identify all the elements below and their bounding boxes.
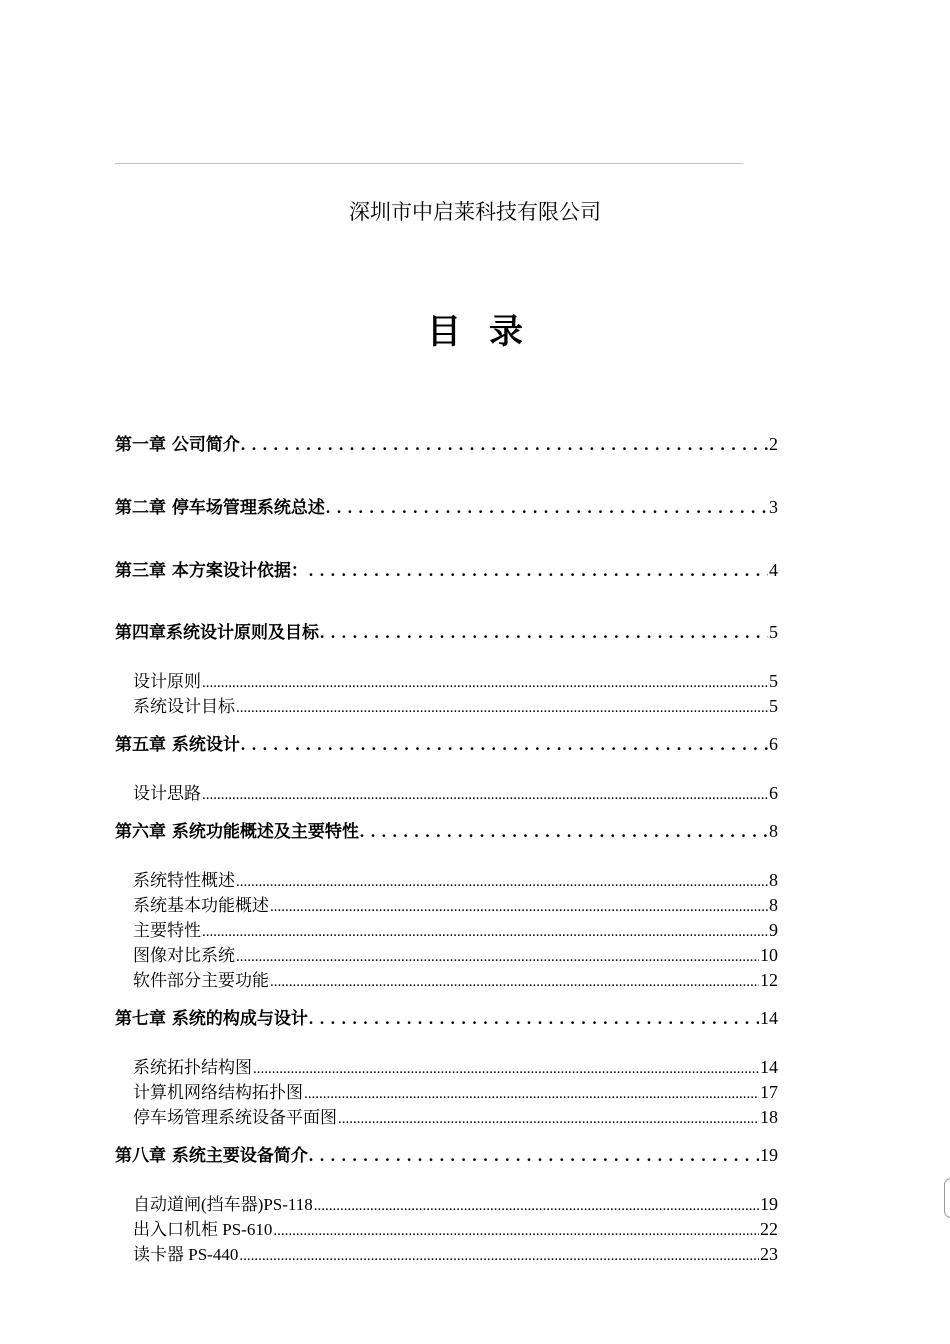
- toc-entry-chapter-3[interactable]: [115, 556, 778, 581]
- toc-entry-page: 4: [769, 560, 778, 580]
- toc-entry-chapter-2[interactable]: [115, 493, 778, 518]
- dot-leader: [236, 697, 768, 717]
- toc-entry-label: 第六章 系统功能概述及主要特性: [115, 822, 359, 842]
- dot-leader: [304, 1083, 759, 1103]
- toc-entry-label: 第五章 系统设计: [115, 735, 240, 755]
- toc-entry-page: 22: [760, 1219, 778, 1239]
- toc-entry-section[interactable]: [133, 1078, 778, 1103]
- toc-entry-section[interactable]: [133, 866, 778, 891]
- toc-entry-label: 设计原则: [133, 672, 201, 691]
- toc-entry-page: 23: [760, 1244, 778, 1264]
- toc-entry-page: 10: [760, 945, 778, 965]
- toc-entry-section[interactable]: [133, 692, 778, 717]
- dot-leader: [239, 1245, 759, 1265]
- toc-entry-section[interactable]: [133, 916, 778, 941]
- toc-entry-label: 主要特性: [133, 921, 201, 940]
- toc-entry-page: 2: [769, 434, 778, 454]
- dot-leader: [309, 561, 768, 581]
- toc-entry-label: 系统基本功能概述: [133, 896, 269, 915]
- toc-entry-page: 14: [760, 1008, 778, 1028]
- toc-entry-page: 5: [769, 696, 778, 716]
- toc-title: 目录: [427, 312, 551, 352]
- toc-entry-chapter-1[interactable]: [115, 430, 778, 455]
- toc-entry-page: 19: [760, 1145, 778, 1165]
- toc-entry-chapter-8[interactable]: [115, 1141, 778, 1166]
- toc-entry-label: 第四章系统设计原则及目标: [115, 623, 319, 643]
- toc-entry-chapter-5[interactable]: [115, 730, 778, 755]
- toc-entry-chapter-4[interactable]: [115, 618, 778, 643]
- toc-entry-section[interactable]: [133, 779, 778, 804]
- toc-entry-label: 系统设计目标: [133, 697, 235, 716]
- toc-entry-section[interactable]: [133, 1215, 778, 1240]
- dot-leader: [338, 1108, 759, 1128]
- dot-leader: [202, 784, 768, 804]
- toc-entry-chapter-7[interactable]: [115, 1004, 778, 1029]
- toc-entry-label: 第七章 系统的构成与设计: [115, 1009, 308, 1029]
- toc-entry-section[interactable]: [133, 1240, 778, 1265]
- dot-leader: [202, 672, 768, 692]
- toc-entry-label: 第八章 系统主要设备简介: [115, 1146, 308, 1166]
- toc-entry-page: 8: [769, 821, 778, 841]
- header-rule: [115, 163, 743, 164]
- toc-entry-label: 出入口机柜 PS-610: [133, 1220, 273, 1239]
- toc-entry-section[interactable]: [133, 941, 778, 966]
- toc-entry-label: 系统拓扑结构图: [133, 1058, 252, 1077]
- toc-entry-label: 图像对比系统: [133, 946, 235, 965]
- toc-entry-label: 自动道闸(挡车器)PS-118: [133, 1195, 313, 1214]
- dot-leader: [273, 1220, 759, 1240]
- toc-entry-page: 5: [769, 671, 778, 691]
- toc-entry-page: 6: [769, 783, 778, 803]
- toc-entry-page: 18: [760, 1107, 778, 1127]
- toc-entry-section[interactable]: [133, 667, 778, 692]
- toc-entry-label: 系统特性概述: [133, 871, 235, 890]
- toc-entry-page: 12: [760, 970, 778, 990]
- toc-entry-page: 3: [769, 497, 778, 517]
- dot-leader: [309, 1146, 759, 1166]
- dot-leader: [309, 1009, 759, 1029]
- toc-entry-section[interactable]: [133, 891, 778, 916]
- toc-entry-label: 第一章 公司简介: [115, 435, 240, 455]
- toc-entry-label: 计算机网络结构拓扑图: [133, 1083, 303, 1102]
- toc-entry-page: 14: [760, 1057, 778, 1077]
- company-name: 深圳市中启莱科技有限公司: [349, 200, 601, 224]
- toc-entry-page: 8: [769, 895, 778, 915]
- dot-leader: [236, 871, 768, 891]
- toc-entry-page: 9: [769, 920, 778, 940]
- dot-leader: [314, 1195, 759, 1215]
- toc-entry-label: 设计思路: [133, 784, 201, 803]
- toc-entry-label: 软件部分主要功能: [133, 971, 269, 990]
- toc-entry-label: 读卡器 PS-440: [133, 1245, 239, 1264]
- dot-leader: [270, 896, 768, 916]
- dot-leader: [253, 1058, 759, 1078]
- toc-entry-section[interactable]: [133, 1103, 778, 1128]
- dot-leader: [236, 946, 759, 966]
- toc-entry-section[interactable]: [133, 1053, 778, 1078]
- dot-leader: [241, 435, 768, 455]
- dot-leader: [320, 623, 768, 643]
- toc-entry-section[interactable]: [133, 966, 778, 991]
- dot-leader: [270, 971, 759, 991]
- toc-entry-page: 17: [760, 1082, 778, 1102]
- toc-entry-label: 第三章 本方案设计依据：: [115, 561, 308, 581]
- dot-leader: [202, 921, 768, 941]
- toc-entry-label: 停车场管理系统设备平面图: [133, 1108, 337, 1127]
- toc-entry-page: 6: [769, 734, 778, 754]
- toc-entry-page: 19: [760, 1194, 778, 1214]
- toc-entry-chapter-6[interactable]: [115, 817, 778, 842]
- toc-entry-page: 5: [769, 622, 778, 642]
- toc-entry-label: 第二章 停车场管理系统总述: [115, 498, 325, 518]
- toc-entry-page: 8: [769, 870, 778, 890]
- toc-entry-section[interactable]: [133, 1190, 778, 1215]
- dot-leader: [326, 498, 768, 518]
- page-edge-marker: [944, 1178, 950, 1218]
- dot-leader: [241, 735, 768, 755]
- dot-leader: [360, 822, 768, 842]
